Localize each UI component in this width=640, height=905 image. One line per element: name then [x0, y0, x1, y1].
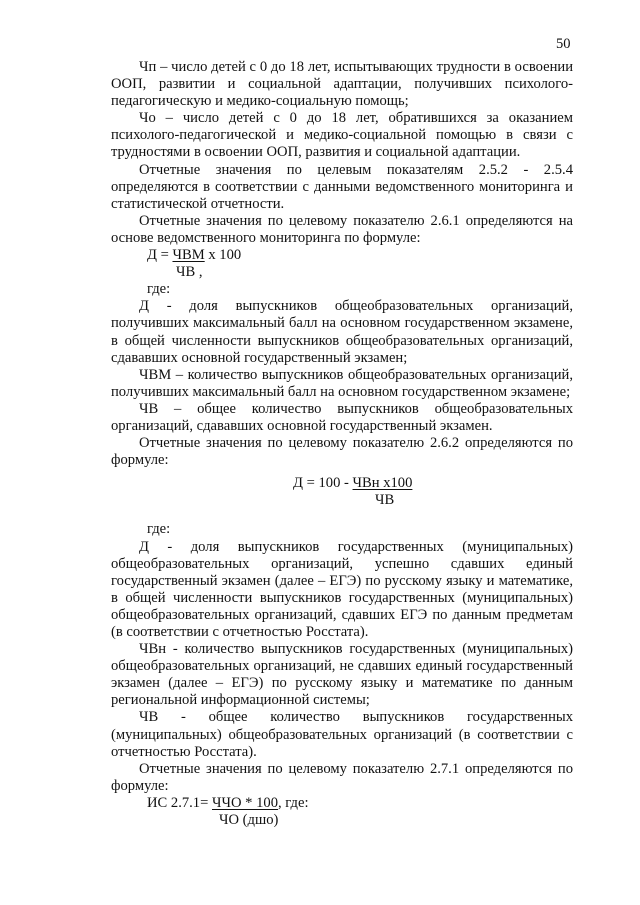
where-label: где:	[147, 521, 171, 538]
paragraph: Отчетные значения по целевым показателям 2.5.2 - 2.5.4 определяются в соответствии с данными ведомственного мониторинга и статистической отчетности.	[111, 161, 573, 212]
formula-1-denominator: ЧВ ,	[176, 264, 203, 281]
paragraph: Отчетные значения по целевому показателю 2.7.1 определяются по формуле:	[111, 760, 573, 794]
formula-3-where: , где:	[278, 794, 309, 811]
paragraph: ЧВ - общее количество выпускников государственных (муниципальных) общеобразовательных организаций (в соответствии с отчетностью Росстата).	[111, 709, 573, 760]
formula-2-denominator: ЧВ	[375, 492, 395, 509]
paragraph: Д - доля выпускников общеобразовательных организаций, получивших максимальный балл на основном государственном экзамене, в общей численности выпускников общеобразовательных организаций, сдававших основной государственный экзамен;	[111, 298, 573, 366]
formula-2-lhs: Д = 100 -	[293, 475, 353, 492]
paragraph: Отчетные значения по целевому показателю 2.6.1 определяются на основе ведомственного мониторинга по формуле:	[111, 212, 573, 246]
paragraph: Д - доля выпускников государственных (муниципальных) общеобразовательных организаций, успешно сдавших единый государственный экзамен (далее – ЕГЭ) по русскому языку и математике, в общей численности выпускников государственных (муниципальных) общеобразовательных организаций, сдавших ЕГЭ по данным предметам (в соответствии с отчетностью Росстата).	[111, 538, 573, 640]
paragraph: ЧВМ – количество выпускников общеобразовательных организаций, получивших максимальный балл на основном государственном экзамене;	[111, 366, 573, 400]
formula-3-numerator: ЧЧО * 100	[212, 794, 278, 811]
formula-1-numerator: ЧВМ	[172, 247, 205, 264]
formula-3-lhs: ИС 2.7.1=	[147, 794, 212, 811]
page-body	[111, 59, 573, 829]
paragraph: Чп – число детей с 0 до 18 лет, испытывающих трудности в освоении ООП, развитии и социальной адаптации, получивших психолого-педагогическую и медико-социальную помощь;	[111, 59, 573, 110]
formula-1-multiplier: х 100	[204, 247, 242, 264]
formula-3	[111, 795, 573, 829]
page-number: 50	[556, 36, 571, 52]
paragraph: ЧВ – общее количество выпускников общеобразовательных организаций, сдававших основной государственный экзамен.	[111, 400, 573, 434]
paragraph: Отчетные значения по целевому показателю 2.6.2 определяются по формуле:	[111, 435, 573, 469]
formula-2-numerator: ЧВн х100	[352, 475, 413, 492]
paragraph: Чо – число детей с 0 до 18 лет, обратившихся за оказанием психолого-педагогической и медико-социальной помощью в связи с трудностями в освоении ООП, развития и социальной адаптации.	[111, 110, 573, 161]
formula-3-denominator: ЧО (дшо)	[219, 812, 279, 829]
formula-1	[111, 247, 573, 281]
formula-1-lhs: Д =	[147, 247, 173, 264]
where-label: где:	[147, 281, 171, 298]
formula-2	[111, 475, 573, 509]
paragraph: ЧВн - количество выпускников государственных (муниципальных) общеобразовательных организаций, не сдавших единый государственный экзамен (далее – ЕГЭ) по русскому языку и математике по данным региональной информационной системы;	[111, 641, 573, 709]
